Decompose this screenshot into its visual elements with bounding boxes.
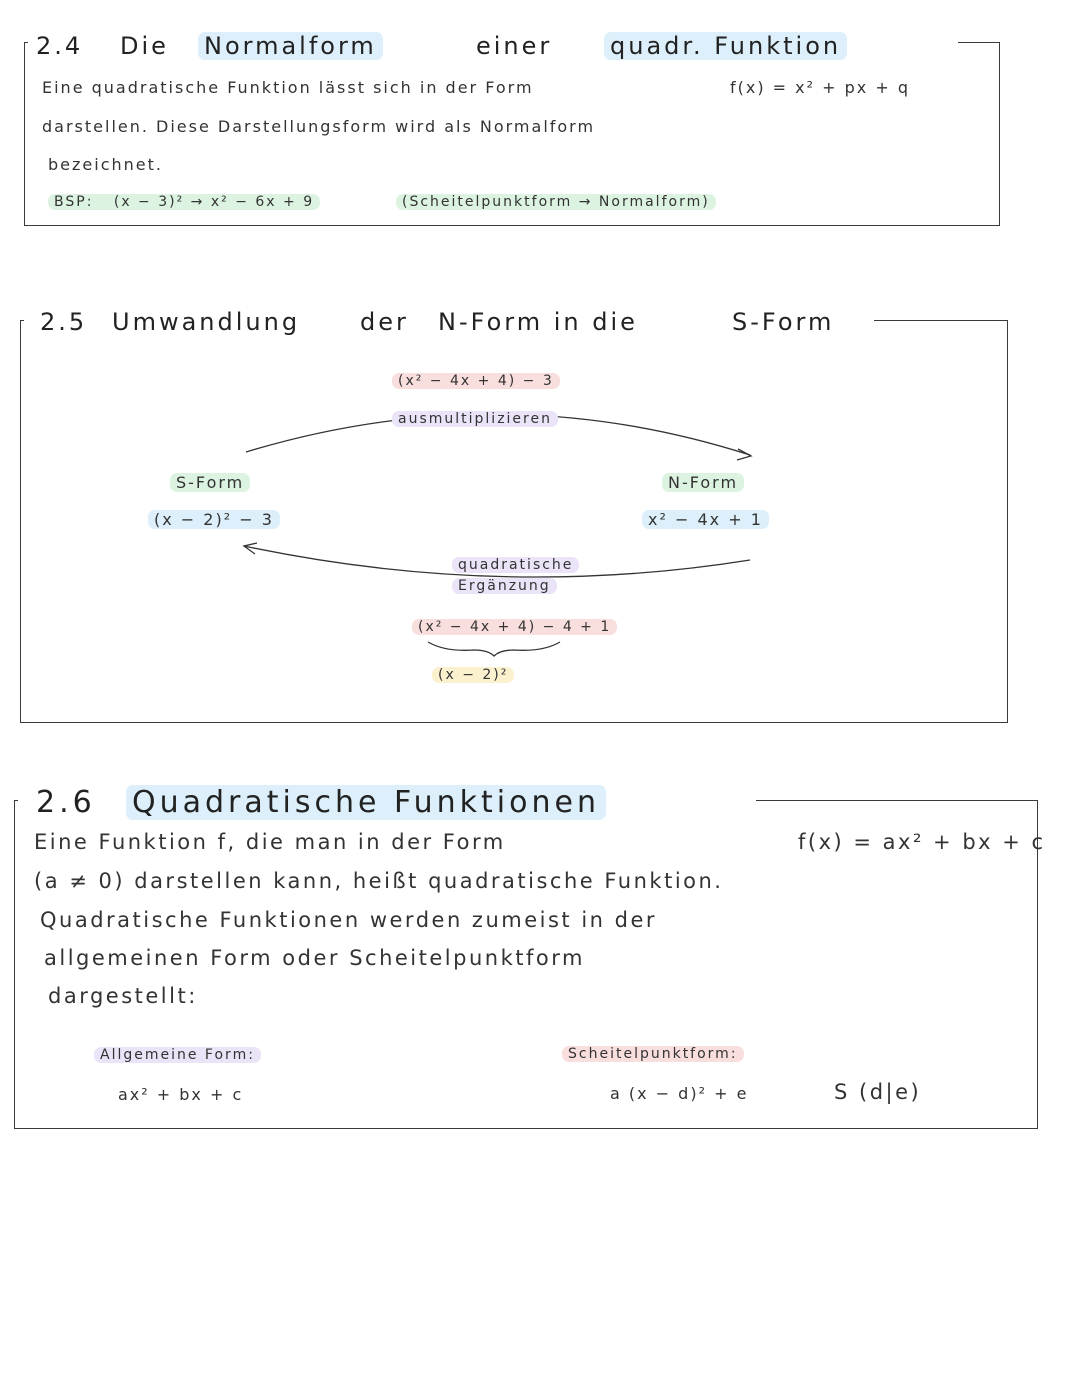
section-2-4-title-einer: einer	[476, 32, 553, 60]
s-form-label: S-Form	[170, 473, 250, 492]
section-2-5-title-umwandlung: Umwandlung	[112, 308, 301, 336]
general-form-label: Allgemeine Form:	[94, 1047, 261, 1063]
section-2-4-line-1: Eine quadratische Funktion lässt sich in der Form	[42, 78, 534, 97]
s-form-expression: (x − 2)² − 3	[148, 510, 280, 529]
vertex-form-label: Scheitelpunktform:	[562, 1046, 744, 1062]
section-2-6-line-2: (a ≠ 0) darstellen kann, heißt quadratische Funktion.	[34, 869, 724, 893]
section-2-4-line-3: bezeichnet.	[48, 155, 163, 174]
bottom-expression: (x² − 4x + 4) − 4 + 1	[412, 619, 617, 635]
section-2-4-number: 2.4	[36, 32, 84, 60]
label-ergaenzung: Ergänzung	[452, 578, 557, 594]
section-2-4-title-quadr-funktion: quadr. Funktion	[604, 32, 847, 60]
section-2-4-formula: f(x) = x² + px + q	[730, 78, 910, 97]
vertex-form-expression: a (x − d)² + e	[610, 1084, 749, 1103]
section-2-6-number: 2.6	[36, 785, 96, 820]
section-2-6-formula: f(x) = ax² + bx + c	[798, 830, 1046, 854]
section-2-4-title-normalform: Normalform	[198, 32, 383, 60]
label-quadratische: quadratische	[452, 557, 579, 573]
section-2-5-number: 2.5	[40, 308, 88, 336]
section-2-5-title-der: der	[360, 308, 409, 336]
section-2-6-title: Quadratische Funktionen	[126, 785, 606, 820]
example-expression: (x − 3)² → x² − 6x + 9	[113, 194, 315, 210]
section-2-6-line-4: allgemeinen Form oder Scheitelpunktform	[44, 946, 585, 970]
section-2-6-line-5: dargestellt:	[48, 984, 198, 1008]
section-2-5-title-s-form: S-Form	[732, 308, 835, 336]
section-2-5-title-n-form-in-die: N-Form in die	[438, 308, 638, 336]
bottom-result: (x − 2)²	[432, 667, 514, 683]
n-form-expression: x² − 4x + 1	[642, 510, 769, 529]
section-2-4-example-note: (Scheitelpunktform → Normalform)	[396, 194, 716, 210]
underbrace	[428, 642, 560, 656]
section-2-4-line-2: darstellen. Diese Darstellungsform wird als Normalform	[42, 117, 596, 136]
top-expression: (x² − 4x + 4) − 3	[392, 373, 560, 389]
section-2-6-line-3: Quadratische Funktionen werden zumeist in der	[40, 908, 658, 932]
general-form-expression: ax² + bx + c	[118, 1085, 244, 1104]
n-form-label: N-Form	[662, 473, 744, 492]
vertex-point: S (d|e)	[834, 1080, 922, 1104]
example-label: BSP:	[54, 194, 94, 210]
section-2-4-title-die: Die	[120, 32, 169, 60]
label-ausmultiplizieren: ausmultiplizieren	[392, 411, 558, 427]
section-2-6-line-1: Eine Funktion f, die man in der Form	[34, 830, 506, 854]
